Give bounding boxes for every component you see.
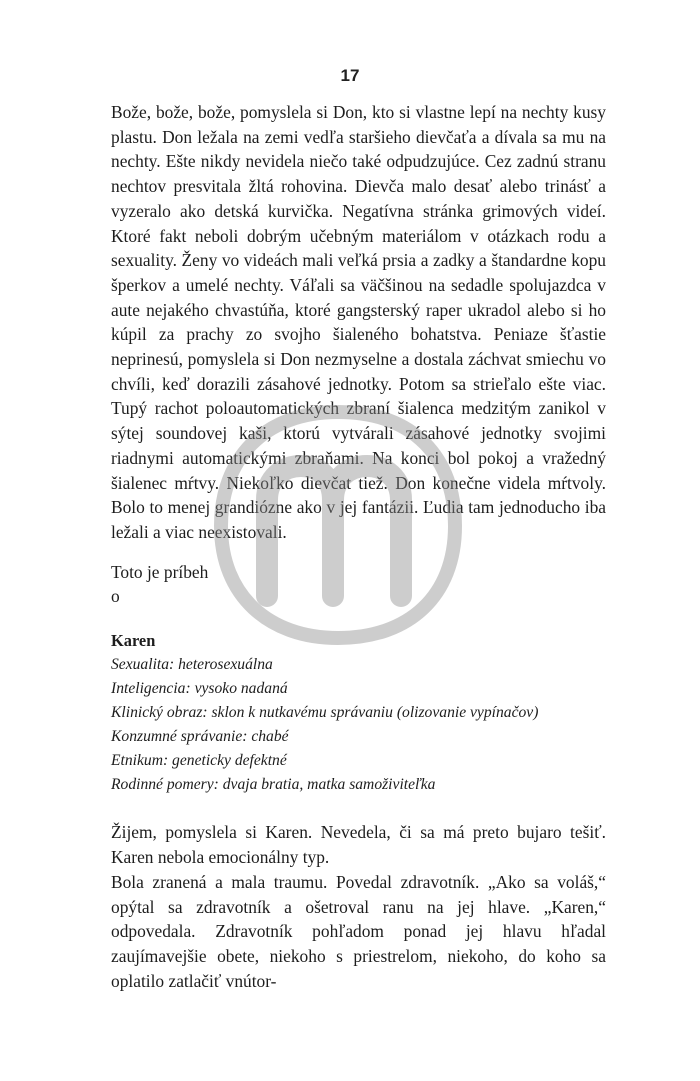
intro-line-2: o bbox=[111, 586, 120, 606]
profile-ethnicity: Etnikum: geneticky defektné bbox=[111, 752, 287, 769]
profile-clinical: Klinický obraz: sklon k nutkavému správaniu (olizovanie vypínačov) bbox=[111, 704, 539, 721]
paragraph-text: Žijem, pomyslela si Karen. Nevedela, či sa má preto bujaro tešiť. Karen nebola emocionálny typ. bbox=[111, 822, 606, 867]
page-number: 17 bbox=[340, 66, 360, 85]
story-intro bbox=[111, 560, 606, 608]
body-paragraph-3 bbox=[111, 870, 606, 994]
paragraph-text: Bola zranená a mala traumu. Povedal zdravotník. „Ako sa voláš,“ opýtal sa zdravotník a ošetroval ranu na jej hlave. „Karen,“ odpovedala. Zdravotník pohľadom ponad jej hlavu hľadal zaujímavejšie obete, niekoho s priestrelom, niekoho, do koho sa oplatilo zatlačiť vnútor- bbox=[111, 872, 606, 991]
paragraph-text: Bože, bože, bože, pomyslela si Don, kto si vlastne lepí na nechty kusy plastu. Don ležala na zemi vedľa staršieho dievčaťa a dívala sa mu na nechty. Ešte nikdy nevidela niečo také odpudzujúce. Cez zadnú stranu nechtov presvitala žltá rohovina. Dievča malo desať alebo trinásť a vyzeralo ako detská kurvička. Negatívna stránka grimových videí. Ktoré fakt neboli dobrým učebným materiálom v otázkach rodu a sexuality. Ženy vo videách mali veľká prsia a zadky a štandardne kopu šperkov a umelé nechty. Váľali sa väčšinou na sedadle spolujazdca v aute nejakého chvastúňa, ktoré gangsterský raper ukradol alebo si ho kúpil za prachy zo svojho šialeného bohatstva. Peniaze šťastie neprinesú, pomyslela si Don nezmyselne a dostala záchvat smiechu vo chvíli, keď dorazili zásahové jednotky. Potom sa strieľalo ešte viac. Tupý rachot poloautomatických zbraní šialenca medzitým zanikol v sýtej soundovej kaši, ktorú vytvárali zásahové jednotky svojimi riadnymi automatickými zbraňami. Na konci bol pokoj a vražedný šialenec mŕtvy. Niekoľko dievčat tiež. Don konečne videla mŕtvoly. Bolo to menej grandiózne ako v jej fantázii. Ľudia tam jednoducho iba ležali a viac neexistovali. bbox=[111, 102, 606, 542]
profile-sexuality: Sexualita: heterosexuálna bbox=[111, 656, 273, 673]
body-paragraph-1 bbox=[111, 100, 606, 545]
profile-intelligence: Inteligencia: vysoko nadaná bbox=[111, 680, 288, 697]
profile-name: Karen bbox=[111, 631, 156, 650]
profile-consumer: Konzumné správanie: chabé bbox=[111, 728, 289, 745]
profile-family: Rodinné pomery: dvaja bratia, matka samoživiteľka bbox=[111, 776, 436, 793]
body-paragraph-2 bbox=[111, 820, 606, 869]
character-profile bbox=[111, 629, 606, 797]
intro-line-1: Toto je príbeh bbox=[111, 562, 209, 582]
